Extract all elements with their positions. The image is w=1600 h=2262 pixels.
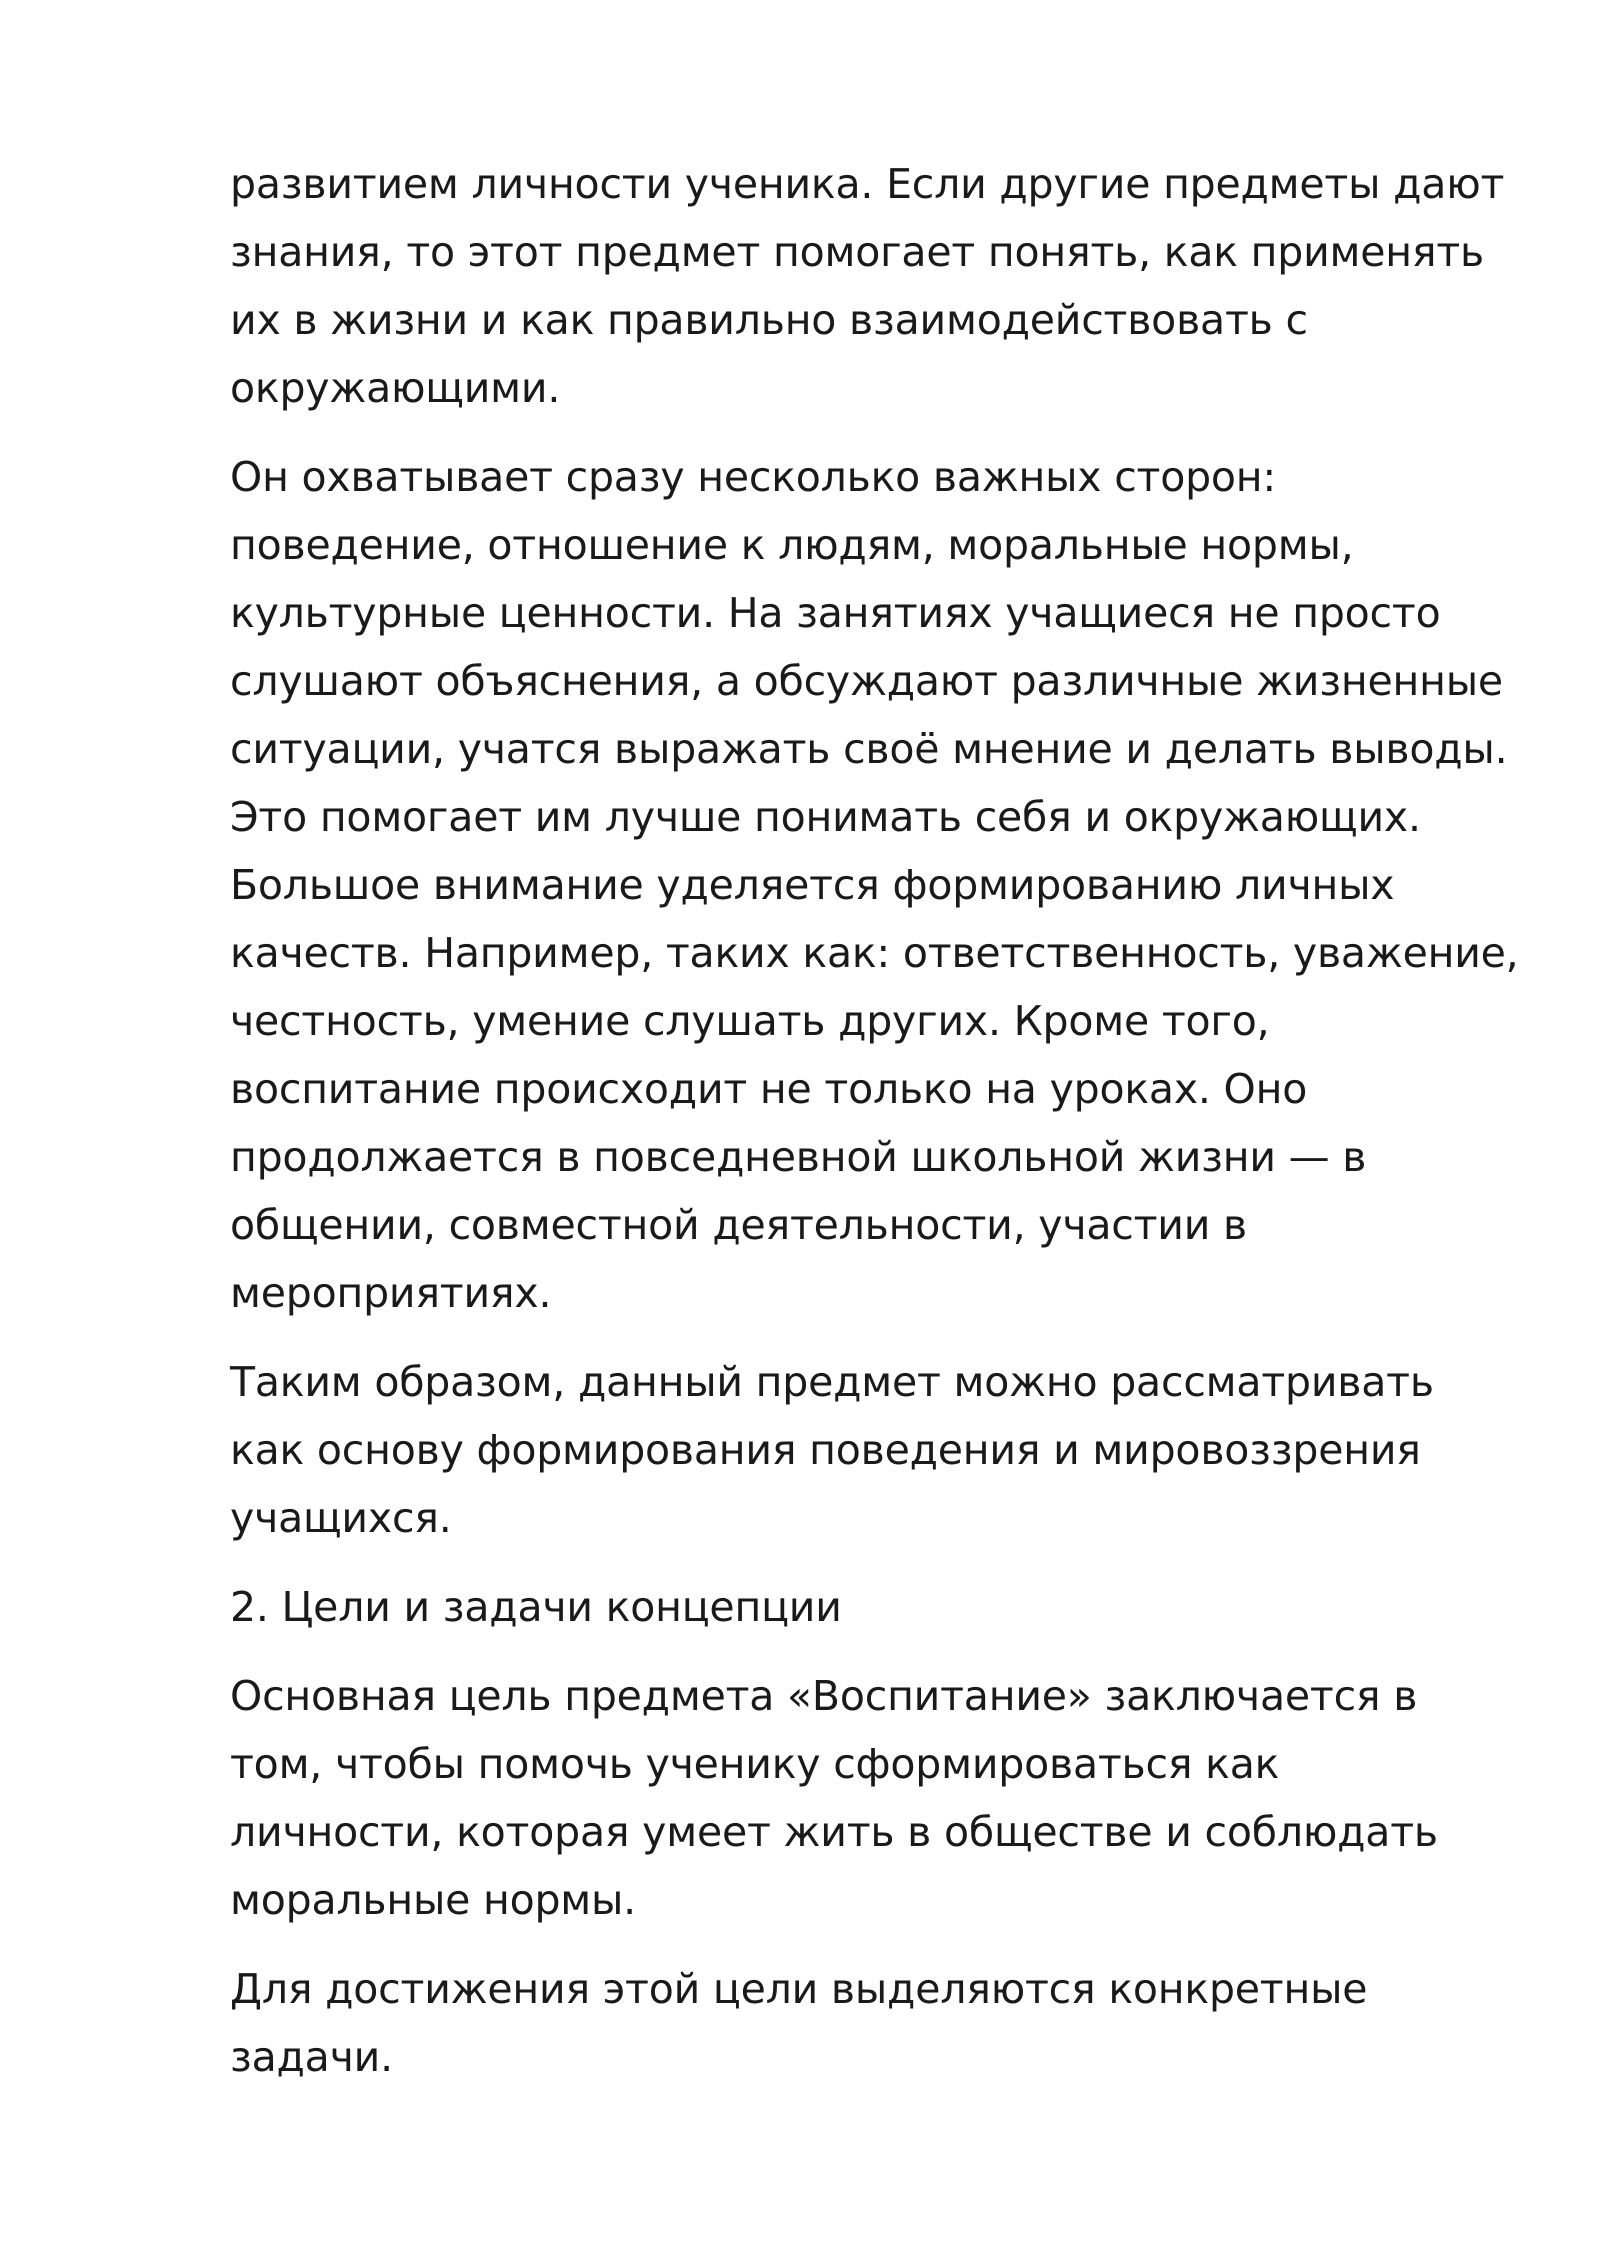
text-line: честность, умение слушать других. Кроме того, xyxy=(230,997,1270,1045)
paragraph-4 xyxy=(230,1662,1520,1934)
text-line: окружающими. xyxy=(230,364,561,412)
paragraph-5 xyxy=(230,1955,1520,2091)
text-line: личности, которая умеет жить в обществе и соблюдать xyxy=(230,1808,1438,1856)
paragraph-2 xyxy=(230,443,1520,1327)
text-line: моральные нормы. xyxy=(230,1876,637,1924)
text-line: культурные ценности. На занятиях учащиеся не просто xyxy=(230,589,1441,637)
text-line: как основу формирования поведения и мировоззрения xyxy=(230,1426,1421,1474)
text-line: общении, совместной деятельности, участии в xyxy=(230,1201,1247,1249)
text-line: Таким образом, данный предмет можно рассматривать xyxy=(230,1358,1434,1406)
text-line: задачи. xyxy=(230,2033,393,2081)
text-line: их в жизни и как правильно взаимодействовать с xyxy=(230,296,1308,344)
text-line: поведение, отношение к людям, моральные нормы, xyxy=(230,521,1354,569)
text-line: слушают объяснения, а обсуждают различные жизненные xyxy=(230,657,1503,705)
section-heading xyxy=(230,1573,1520,1641)
section-heading-text: 2. Цели и задачи концепции xyxy=(230,1583,842,1631)
text-line: Это помогает им лучше понимать себя и окружающих. xyxy=(230,793,1421,841)
text-line: ситуации, учатся выражать своё мнение и делать выводы. xyxy=(230,725,1508,773)
text-line: качеств. Например, таких как: ответственность, уважение, xyxy=(230,929,1519,977)
text-line: учащихся. xyxy=(230,1494,452,1542)
text-line: продолжается в повседневной школьной жизни — в xyxy=(230,1133,1367,1181)
text-line: Для достижения этой цели выделяются конкретные xyxy=(230,1965,1368,2013)
text-line: Он охватывает сразу несколько важных сторон: xyxy=(230,453,1277,501)
text-line: знания, то этот предмет помогает понять, как применять xyxy=(230,228,1484,276)
document-body xyxy=(230,150,1520,2112)
text-line: развитием личности ученика. Если другие предметы дают xyxy=(230,160,1505,208)
text-line: том, чтобы помочь ученику сформироваться как xyxy=(230,1740,1280,1788)
text-line: воспитание происходит не только на уроках. Оно xyxy=(230,1065,1308,1113)
text-line: Основная цель предмета «Воспитание» заключается в xyxy=(230,1672,1418,1720)
text-line: мероприятиях. xyxy=(230,1269,552,1317)
text-line: Большое внимание уделяется формированию личных xyxy=(230,861,1395,909)
paragraph-1 xyxy=(230,150,1520,422)
paragraph-3 xyxy=(230,1348,1520,1552)
